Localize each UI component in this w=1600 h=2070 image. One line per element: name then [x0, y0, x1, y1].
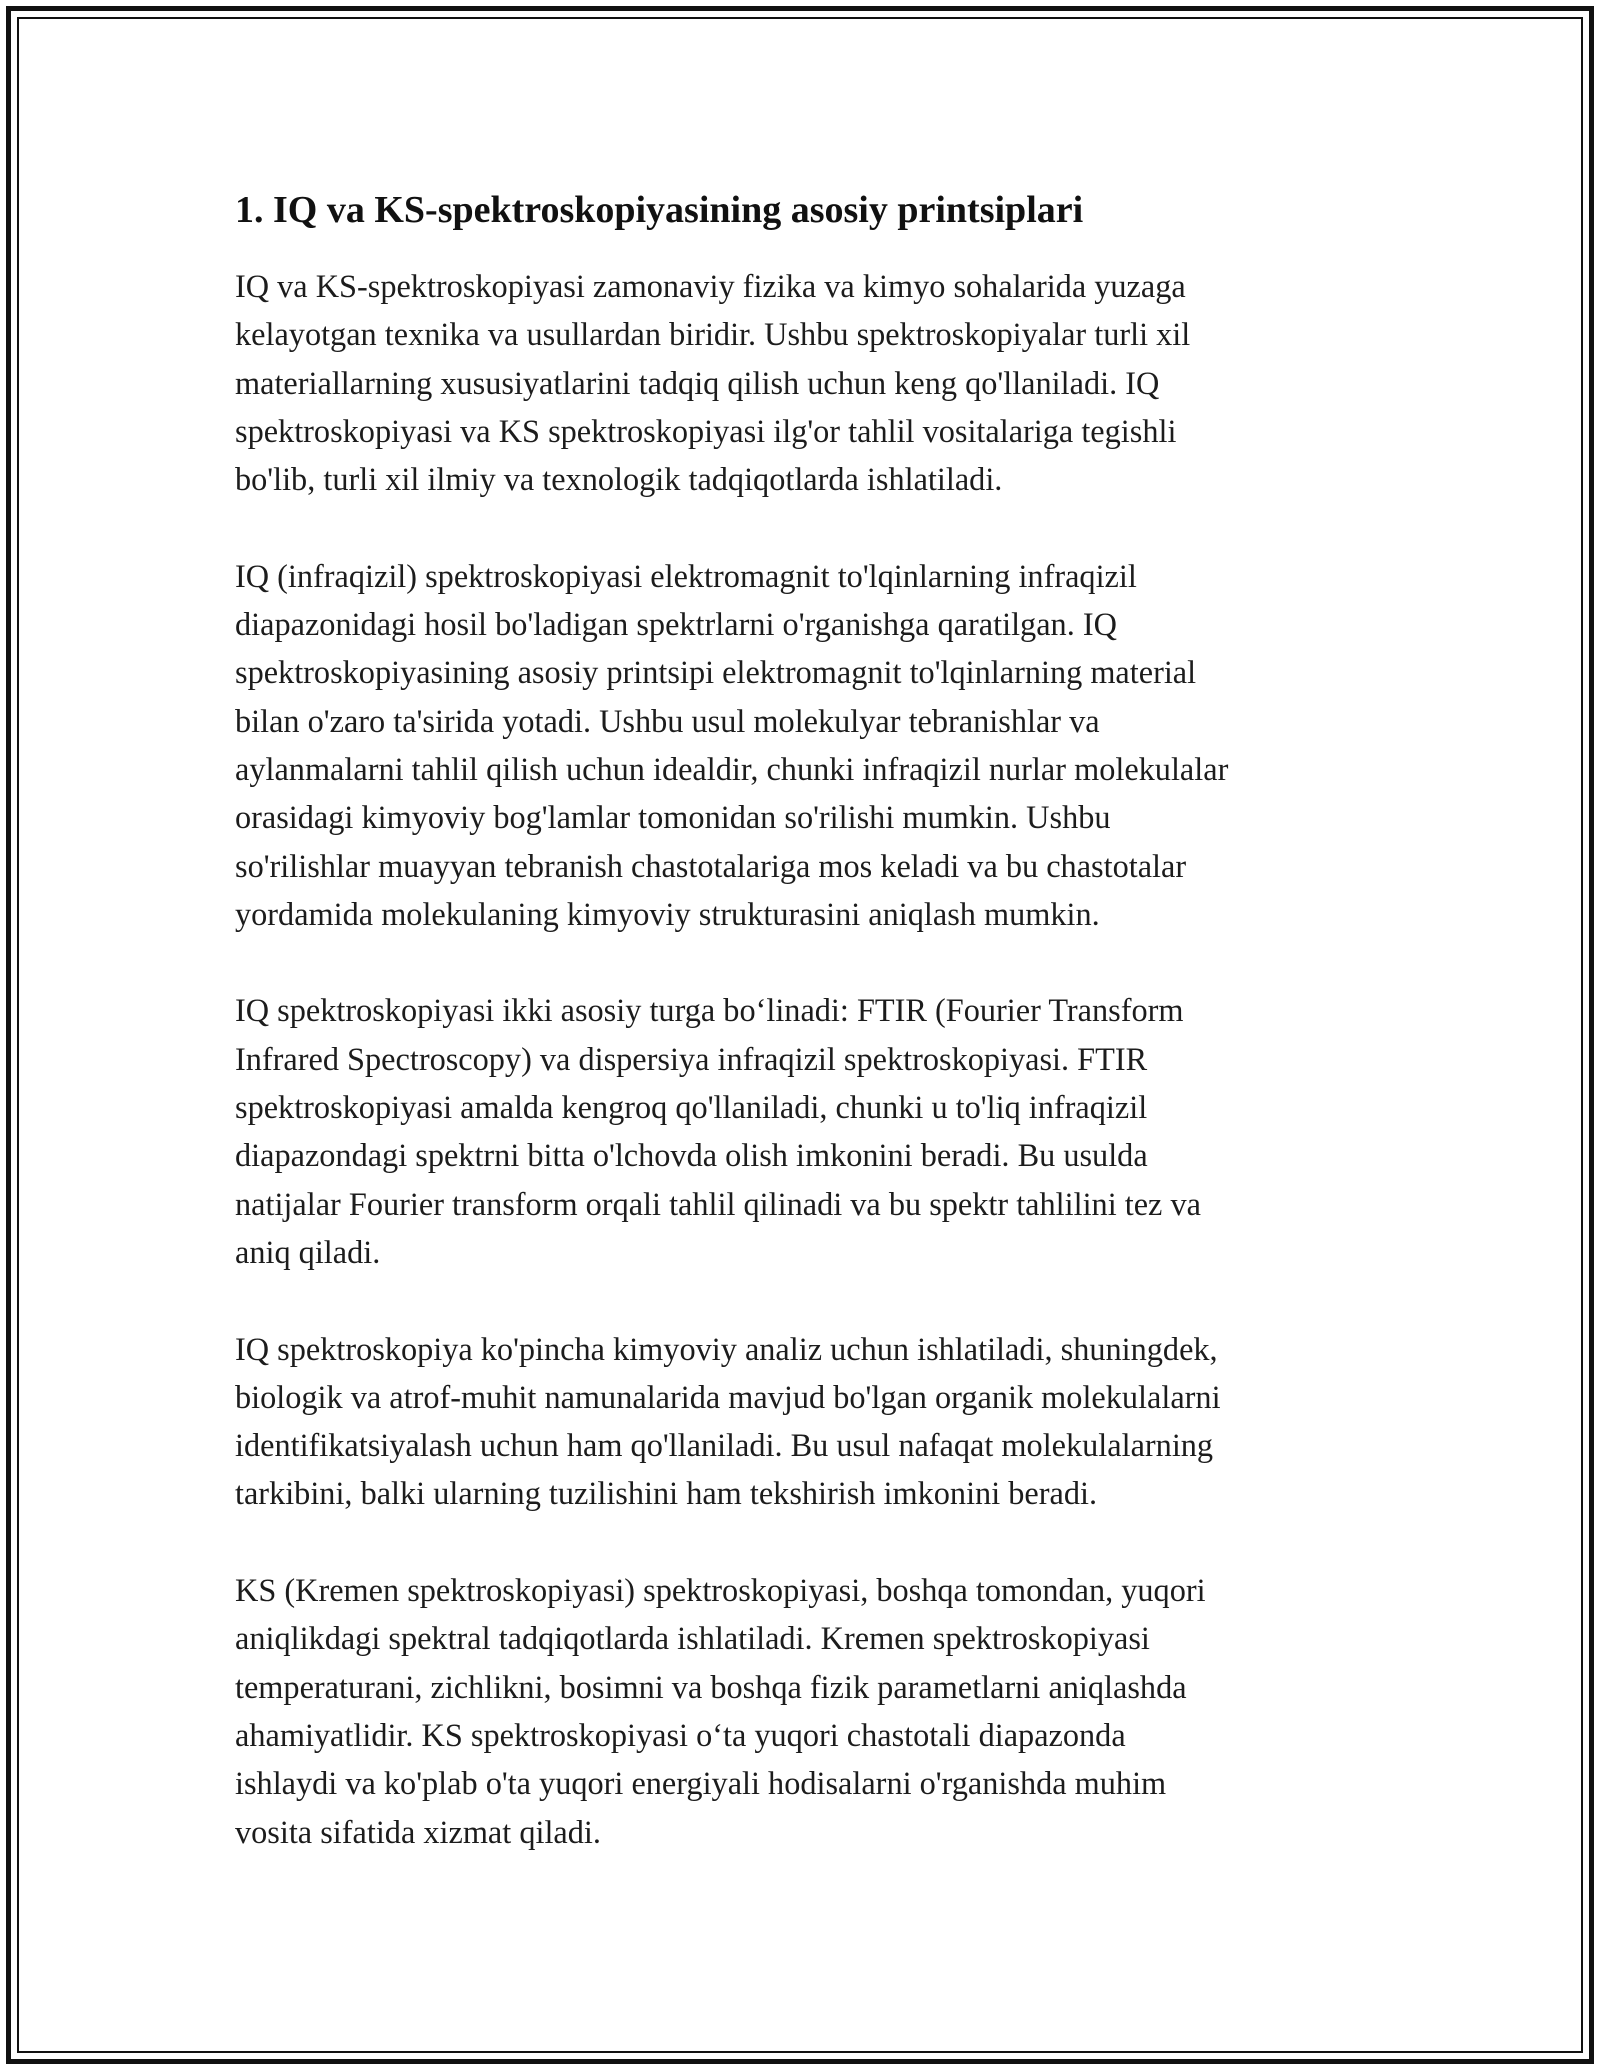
text-line: materiallarning xususiyatlarini tadqiq qilish uchun keng qo'llaniladi. IQ: [235, 364, 1160, 401]
text-line: bilan o'zaro ta'sirida yotadi. Ushbu usul molekulyar tebranishlar va: [235, 702, 1100, 739]
text-line: biologik va atrof-muhit namunalarida mavjud bo'lgan organik molekulalarni: [235, 1378, 1221, 1415]
text-line: IQ (infraqizil) spektroskopiyasi elektromagnit to'lqinlarning infraqizil: [235, 557, 1137, 594]
text-line: IQ spektroskopiya ko'pincha kimyoviy analiz uchun ishlatiladi, shuningdek,: [235, 1330, 1218, 1367]
document-body: [235, 186, 1375, 1904]
text-line: spektroskopiyasi va KS spektroskopiyasi ilg'or tahlil vositalariga tegishli: [235, 412, 1177, 449]
text-line: so'rilishlar muayyan tebranish chastotalariga mos keladi va bu chastotalar: [235, 847, 1187, 884]
text-line: KS (Kremen spektroskopiyasi) spektroskopiyasi, boshqa tomondan, yuqori: [235, 1572, 1206, 1609]
text-line: ahamiyatlidir. KS spektroskopiyasi o‘ta yuqori chastotali diapazonda: [235, 1716, 1126, 1753]
text-line: yordamida molekulaning kimyoviy strukturasini aniqlash mumkin.: [235, 895, 1100, 932]
text-line: aniq qiladi.: [235, 1233, 381, 1270]
text-line: orasidagi kimyoviy bog'lamlar tomonidan so'rilishi mumkin. Ushbu: [235, 799, 1111, 836]
text-line: diapazonidagi hosil bo'ladigan spektrlarni o'rganishga qaratilgan. IQ: [235, 606, 1117, 643]
text-line: IQ va KS-spektroskopiyasi zamonaviy fizika va kimyo sohalarida yuzaga: [235, 268, 1186, 304]
text-line: Infrared Spectroscopy) va dispersiya infraqizil spektroskopiyasi. FTIR: [235, 1040, 1148, 1077]
text-line: identifikatsiyalash uchun ham qo'llaniladi. Bu usul nafaqat molekulalarning: [235, 1427, 1214, 1464]
text-line: diapazondagi spektrni bitta o'lchovda olish imkonini beradi. Bu usulda: [235, 1137, 1148, 1174]
text-line: spektroskopiyasining asosiy printsipi elektromagnit to'lqinlarning material: [235, 654, 1197, 691]
text-line: tarkibini, balki ularning tuzilishini ham tekshirish imkonini beradi.: [235, 1475, 1098, 1512]
text-line: aylanmalarni tahlil qilish uchun idealdir, chunki infraqizil nurlar molekulalar: [235, 750, 1229, 787]
text-line: spektroskopiyasi amalda kengroq qo'llaniladi, chunki u to'liq infraqizil: [235, 1089, 1148, 1126]
text-line: bo'lib, turli xil ilmiy va texnologik tadqiqotlarda ishlatiladi.: [235, 461, 1003, 498]
text-line: vosita sifatida xizmat qiladi.: [235, 1813, 601, 1850]
text-line: temperaturani, zichlikni, bosimni va boshqa fizik parametlarni aniqlashda: [235, 1668, 1187, 1705]
text-line: kelayotgan texnika va usullardan biridir. Ushbu spektroskopiyalar turli xil: [235, 316, 1191, 353]
text-line: ishlaydi va ko'plab o'ta yuqori energiyali hodisalarni o'rganishda muhim: [235, 1765, 1167, 1802]
paragraph-iq-types: [235, 986, 1375, 1276]
page-title: 1. IQ va KS-spektroskopiyasining asosiy printsiplari: [235, 189, 1084, 231]
text-line: aniqlikdagi spektral tadqiqotlarda ishlatiladi. Kremen spektroskopiyasi: [235, 1620, 1150, 1657]
paragraph-intro: [235, 262, 1375, 503]
text-line: natijalar Fourier transform orqali tahlil qilinadi va bu spektr tahlilini tez va: [235, 1185, 1201, 1222]
text-line: IQ spektroskopiyasi ikki asosiy turga bo‘linadi: FTIR (Fourier Transform: [235, 992, 1184, 1029]
paragraph-iq-applications: [235, 1325, 1375, 1518]
paragraph-ks: [235, 1566, 1375, 1856]
paragraph-iq-principle: [235, 552, 1375, 938]
